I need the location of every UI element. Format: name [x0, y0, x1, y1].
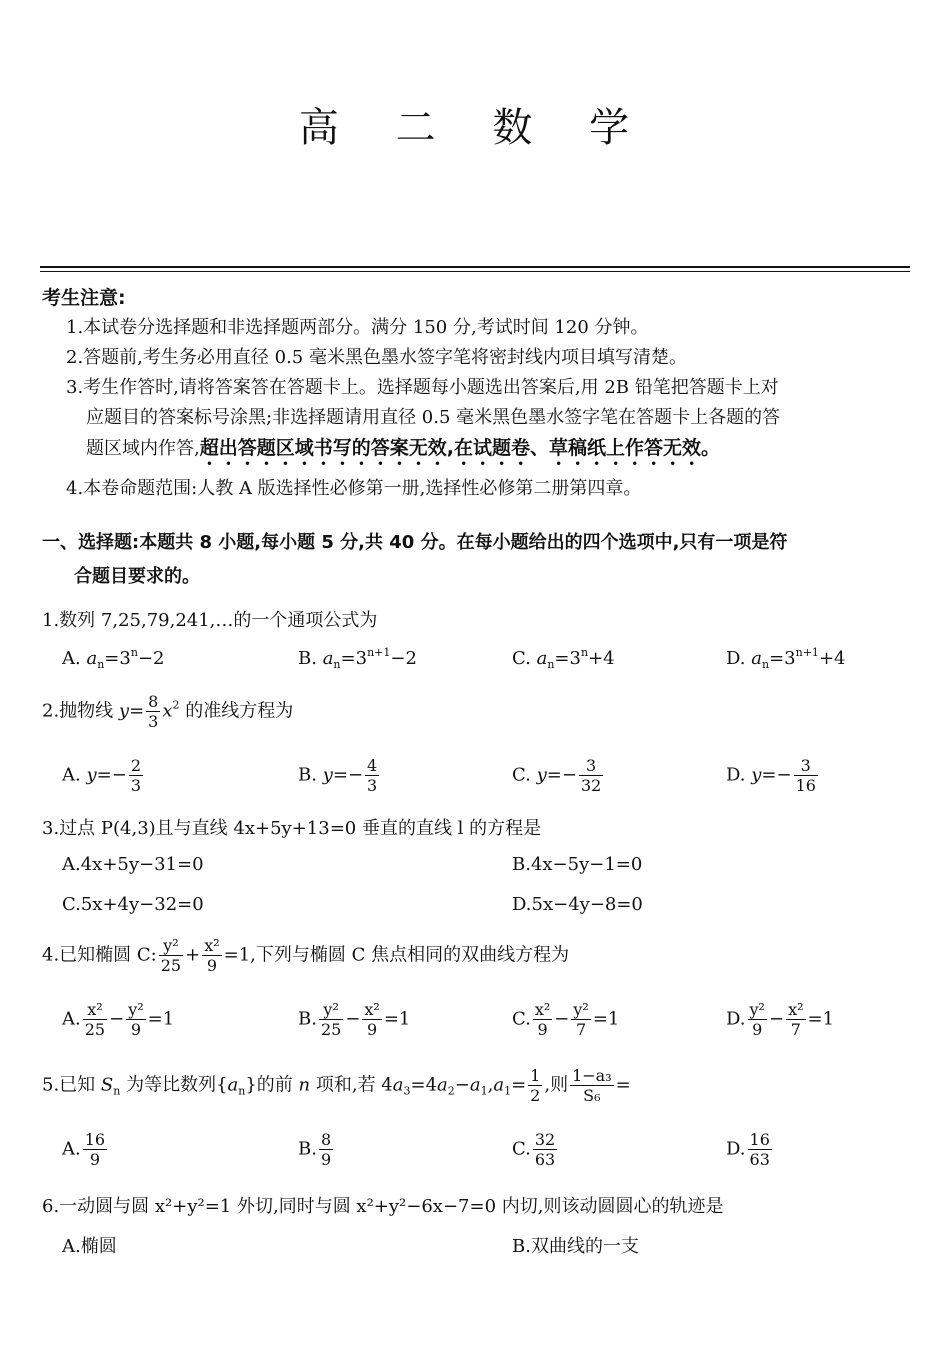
section-heading-line-1: 一、选择题:本题共 8 小题,每小题 5 分,共 40 分。在每小题给出的四个选项中,只有一项是符	[42, 532, 788, 553]
question-4-option-b: B. $\frac{\text{y²}}{25}$ − $\frac{\text{x²}}{9}$ =1	[298, 1000, 411, 1039]
question-4-option-d: D. $\frac{\text{y²}}{9}$ − $\frac{\text{x²}}{7}$ =1	[726, 1000, 835, 1039]
notice-item-4: 4.本卷命题范围:人教 A 版选择性必修第一册,选择性必修第二册第四章。	[66, 478, 642, 499]
question-3-option-d: D.5x−4y−8=0	[512, 894, 643, 915]
notice-item-3	[42, 373, 912, 470]
question-4-stem: 4.已知椭圆 C: $\frac{\text{y²}}{25}$ + $\frac{\text{x²}}{9}$ =1,下列与椭圆 C 焦点相同的双曲线方程为	[42, 936, 570, 975]
question-5-option-c: C. $\frac{32}{63}$	[512, 1130, 556, 1169]
divider-thin	[40, 271, 910, 272]
question-1-option-d: D. $a_n=3^{n+1}+4$	[726, 646, 846, 671]
question-5-option-d: D. $\frac{16}{63}$	[726, 1130, 770, 1169]
question-3-option-b: B.4x−5y−1=0	[512, 854, 643, 875]
question-5-option-b: B. $\frac{8}{9}$	[298, 1130, 332, 1169]
question-2-option-d: D. y=− $\frac{3}{16}$	[726, 756, 816, 795]
question-4-option-c: C. $\frac{\text{x²}}{9}$ − $\frac{\text{y²}}{7}$ =1	[512, 1000, 620, 1039]
question-1-option-a: A. $a_n=3^n-2$	[62, 646, 165, 671]
notice-item-1: 1.本试卷分选择题和非选择题两部分。满分 150 分,考试时间 120 分钟。	[66, 317, 649, 338]
question-2-option-b: B. y=− $\frac{4}{3}$	[298, 756, 378, 795]
question-6-option-a: A.椭圆	[62, 1236, 117, 1257]
notice-heading: 考生注意:	[42, 287, 126, 309]
question-2-option-c: C. y=− $\frac{3}{32}$	[512, 756, 602, 795]
fraction: $\frac{8}{3}$	[148, 692, 159, 731]
section-heading	[42, 526, 914, 594]
question-3-option-c: C.5x+4y−32=0	[62, 894, 204, 915]
notice-item-3-line-c: 题区域内作答,	[86, 438, 200, 459]
question-1-option-b: B. $a_n=3^{n+1}-2$	[298, 646, 417, 671]
notice-item-3-line-a: 3.考生作答时,请将答案答在答题卡上。选择题每小题选出答案后,用 2B 铅笔把答题卡上对	[66, 377, 779, 398]
question-1-stem: 1.数列 7,25,79,241,…的一个通项公式为	[42, 610, 378, 631]
notice-emphasis: 超出答题区域书写的答案无效,在试题卷、草稿纸上作答无效。	[199, 437, 720, 459]
question-1-option-c: C. $a_n=3^n+4$	[512, 646, 615, 671]
question-5-stem: 5.已知 $S_n$ 为等比数列$\{a_n\}$的前 n 项和,若 $4a_3=4a_2-a_1,a_1=$ $\frac{1}{2}$ ,则 $\frac{\text{1−a₃}}{\text{S₆}}$ =	[42, 1066, 631, 1105]
notice-item-2: 2.答题前,考生务必用直径 0.5 毫米黑色墨水签字笔将密封线内项目填写清楚。	[66, 347, 687, 368]
question-2-option-a: A. y=− $\frac{2}{3}$	[62, 756, 141, 795]
page-title: 高 二 数 学	[298, 105, 652, 151]
notice-item-3-line-b: 应题目的答案标号涂黑;非选择题请用直径 0.5 毫米黑色墨水签字笔在答题卡上各题的答	[86, 407, 781, 428]
question-3-option-a: A.4x+5y−31=0	[62, 854, 204, 875]
question-6-stem: 6.一动圆与圆 x²+y²=1 外切,同时与圆 x²+y²−6x−7=0 内切,则该动圆圆心的轨迹是	[42, 1196, 724, 1217]
divider-thick	[40, 266, 910, 268]
section-heading-line-2: 合题目要求的。	[74, 566, 200, 587]
question-4-option-a: A. $\frac{\text{x²}}{25}$ − $\frac{\text{y²}}{9}$ =1	[62, 1000, 175, 1039]
notice-block	[42, 283, 912, 504]
question-3-stem: 3.过点 P(4,3)且与直线 4x+5y+13=0 垂直的直线 l 的方程是	[42, 818, 542, 839]
question-2-stem: 2.抛物线 y= $\frac{8}{3}$ $x^2$ 的准线方程为	[42, 692, 294, 731]
question-6-option-b: B.双曲线的一支	[512, 1236, 639, 1257]
question-5-option-a: A. $\frac{16}{9}$	[62, 1130, 106, 1169]
